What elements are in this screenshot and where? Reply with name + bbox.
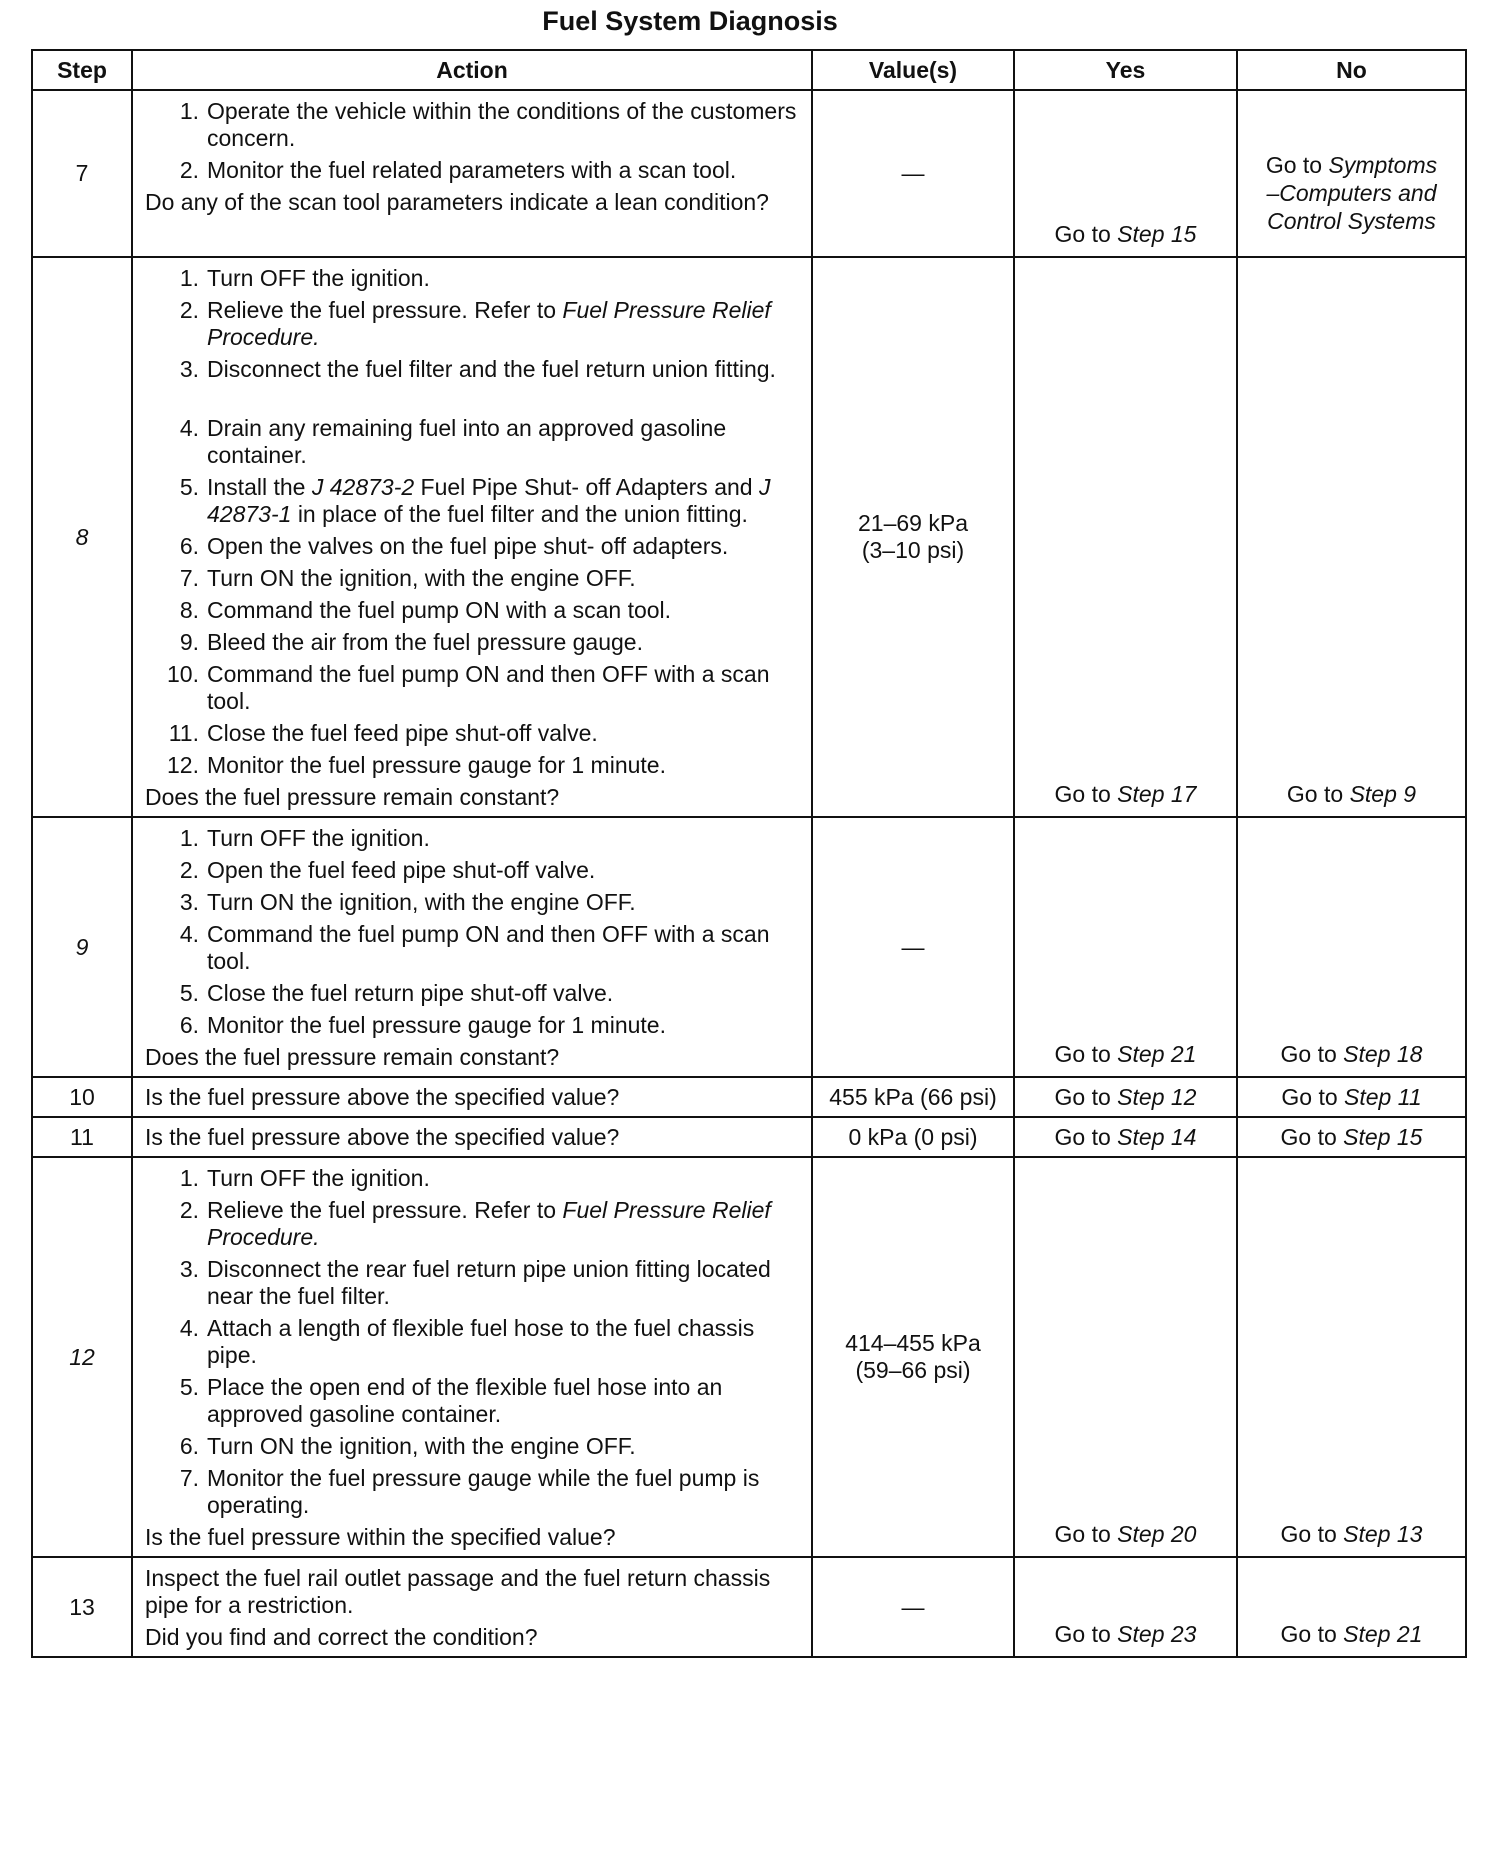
- list-item: 2. Relieve the fuel pressure. Refer to Fuel Pressure Relief Procedure.: [179, 297, 771, 350]
- action-text: Inspect the fuel rail outlet passage and the fuel return chassis pipe for a restriction.: [145, 1565, 771, 1618]
- action-cell: [132, 257, 812, 817]
- table-row: [32, 1117, 1466, 1157]
- value-cell: —: [812, 1557, 1014, 1657]
- value-cell: 414–455 kPa (59–66 psi): [812, 1157, 1014, 1557]
- question-text: Do any of the scan tool parameters indicate a lean condition?: [145, 189, 769, 215]
- list-item: 4. Attach a length of flexible fuel hose to the fuel chassis pipe.: [179, 1315, 755, 1368]
- no-cell: Go to Step 13: [1237, 1157, 1466, 1557]
- table-row: [32, 1157, 1466, 1557]
- question-text: Does the fuel pressure remain constant?: [145, 784, 560, 810]
- step-link[interactable]: Step 15: [1117, 221, 1197, 247]
- list-item: 6. Turn ON the ignition, with the engine OFF.: [179, 1433, 636, 1459]
- list-item: 3. Turn ON the ignition, with the engine OFF.: [179, 889, 636, 915]
- step-number: 12: [32, 1157, 132, 1557]
- table-row: [32, 817, 1466, 1077]
- yes-cell: Go to Step 20: [1014, 1157, 1237, 1557]
- yes-cell: Go to Step 17: [1014, 257, 1237, 817]
- value-cell: 0 kPa (0 psi): [812, 1117, 1014, 1157]
- list-item: 9. Bleed the air from the fuel pressure gauge.: [179, 629, 643, 655]
- list-item: 6. Open the valves on the fuel pipe shut- off adapters.: [179, 533, 729, 559]
- question-text: Is the fuel pressure above the specified value?: [132, 1077, 812, 1117]
- action-cell: [132, 1557, 812, 1657]
- no-cell: Go to Step 18: [1237, 817, 1466, 1077]
- list-item: 10. Command the fuel pump ON and then OFF with a scan tool.: [167, 661, 770, 714]
- header-step: Step: [32, 50, 132, 90]
- value-cell: —: [812, 817, 1014, 1077]
- list-item: 2. Open the fuel feed pipe shut-off valve.: [179, 857, 596, 883]
- step-link[interactable]: Step 20: [1117, 1521, 1197, 1547]
- question-text: Is the fuel pressure within the specified value?: [145, 1524, 616, 1550]
- list-item: 7. Turn ON the ignition, with the engine OFF.: [179, 565, 636, 591]
- diagnosis-table: [31, 49, 1467, 1658]
- list-item: 2. Monitor the fuel related parameters with a scan tool.: [179, 157, 737, 183]
- yes-cell: Go to Step 21: [1014, 817, 1237, 1077]
- list-item: 11. Close the fuel feed pipe shut-off valve.: [168, 720, 598, 746]
- value-cell: 21–69 kPa (3–10 psi): [812, 257, 1014, 817]
- list-item: 5. Place the open end of the flexible fuel hose into an approved gasoline container.: [179, 1374, 723, 1427]
- step-link[interactable]: Step 12: [1117, 1083, 1197, 1110]
- step-number: 11: [32, 1117, 132, 1157]
- step-number: 8: [32, 257, 132, 817]
- list-item: 1. Turn OFF the ignition.: [179, 1165, 430, 1191]
- step-link[interactable]: Step 14: [1117, 1123, 1197, 1150]
- step-link[interactable]: Step 9: [1349, 781, 1417, 807]
- yes-cell: Go to Step 23: [1014, 1557, 1237, 1657]
- no-cell: Go to Step 21: [1237, 1557, 1466, 1657]
- step-link[interactable]: Step 18: [1343, 1041, 1423, 1067]
- header-values: Value(s): [812, 50, 1014, 90]
- action-cell: [132, 1157, 812, 1557]
- list-item: 1. Turn OFF the ignition.: [179, 265, 430, 291]
- list-item: 8. Command the fuel pump ON with a scan tool.: [179, 597, 672, 623]
- list-item: 6. Monitor the fuel pressure gauge for 1 minute.: [179, 1012, 666, 1038]
- step-link[interactable]: Step 21: [1343, 1621, 1423, 1647]
- no-cell: Go to Symptoms –Computers and Control Systems: [1237, 90, 1466, 257]
- list-item: 5. Install the J 42873-2 Fuel Pipe Shut- off Adapters and J 42873-1 in place of the fuel filter and the union fitting.: [179, 474, 771, 527]
- list-item: 4. Drain any remaining fuel into an approved gasoline container.: [179, 415, 727, 468]
- step-link[interactable]: Step 13: [1343, 1521, 1423, 1547]
- step-link[interactable]: Step 17: [1117, 781, 1197, 807]
- page-title: Fuel System Diagnosis: [542, 6, 838, 36]
- list-item: 3. Disconnect the rear fuel return pipe union fitting located near the fuel filter.: [179, 1256, 771, 1309]
- list-item: 2. Relieve the fuel pressure. Refer to Fuel Pressure Relief Procedure.: [179, 1197, 771, 1250]
- step-number: 7: [32, 90, 132, 257]
- step-number: 9: [32, 817, 132, 1077]
- list-item: 1. Turn OFF the ignition.: [179, 825, 430, 851]
- list-item: 12. Monitor the fuel pressure gauge for 1 minute.: [167, 752, 666, 778]
- step-link[interactable]: Step 23: [1117, 1621, 1197, 1647]
- list-item: 4. Command the fuel pump ON and then OFF with a scan tool.: [179, 921, 770, 974]
- list-item: 7. Monitor the fuel pressure gauge while the fuel pump is operating.: [179, 1465, 760, 1518]
- list-item: 1. Operate the vehicle within the conditions of the customers concern.: [179, 98, 797, 151]
- step-link[interactable]: Step 21: [1117, 1041, 1197, 1067]
- yes-cell: Go to Step 15: [1014, 90, 1237, 257]
- header-no: No: [1237, 50, 1466, 90]
- header-yes: Yes: [1014, 50, 1237, 90]
- table-row: [32, 90, 1466, 257]
- value-cell: 455 kPa (66 psi): [812, 1077, 1014, 1117]
- question-text: Does the fuel pressure remain constant?: [145, 1044, 560, 1070]
- list-item: 3. Disconnect the fuel filter and the fuel return union fitting.: [179, 356, 776, 382]
- yes-cell: Go to Step 14: [1014, 1117, 1237, 1157]
- header-action: Action: [132, 50, 812, 90]
- step-number: 10: [32, 1077, 132, 1117]
- question-text: Is the fuel pressure above the specified value?: [132, 1117, 812, 1157]
- no-cell: Go to Step 9: [1237, 257, 1466, 817]
- action-cell: [132, 817, 812, 1077]
- table-row: [32, 1557, 1466, 1657]
- table-row: [32, 257, 1466, 817]
- list-item: 5. Close the fuel return pipe shut-off valve.: [179, 980, 614, 1006]
- question-text: Did you find and correct the condition?: [145, 1624, 538, 1650]
- yes-cell: Go to Step 12: [1014, 1077, 1237, 1117]
- action-cell: [132, 90, 812, 257]
- header-row: [32, 50, 1466, 90]
- no-cell: Go to Step 15: [1237, 1117, 1466, 1157]
- table-row: [32, 1077, 1466, 1117]
- step-link[interactable]: Step 15: [1343, 1123, 1423, 1150]
- value-cell: —: [812, 90, 1014, 257]
- step-link[interactable]: Step 11: [1344, 1083, 1422, 1110]
- symptoms-link[interactable]: Symptoms: [1328, 151, 1438, 178]
- step-number: 13: [32, 1557, 132, 1657]
- no-cell: Go to Step 11: [1237, 1077, 1466, 1117]
